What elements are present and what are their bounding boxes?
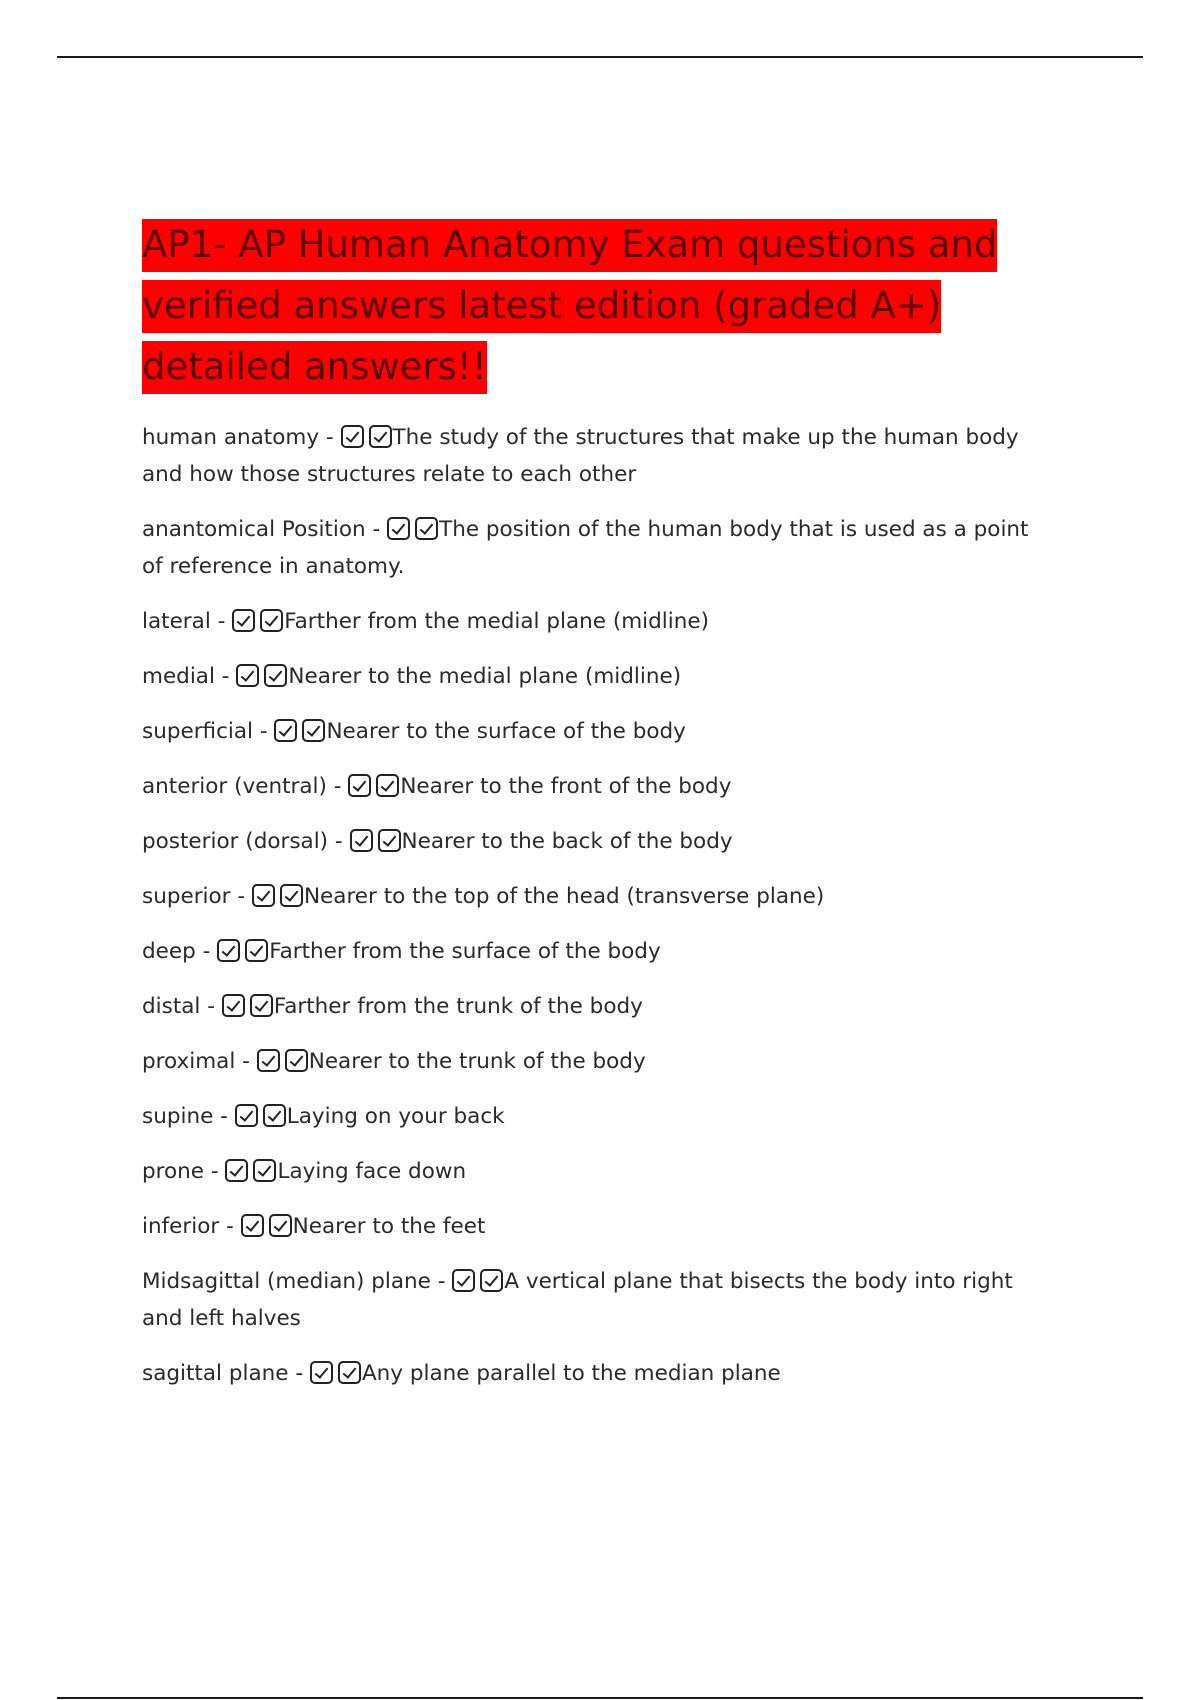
entry-term: posterior (dorsal) (142, 829, 329, 854)
checked-box-icon (369, 425, 392, 448)
entry-term: human anatomy (142, 425, 320, 450)
entry-separator: - (214, 664, 237, 689)
checked-box-icon (252, 884, 275, 907)
entry-definition: Laying face down (277, 1159, 467, 1184)
definition-entry (142, 1263, 1042, 1337)
checked-box-icon (480, 1269, 503, 1292)
checked-box-icon (236, 664, 259, 687)
entry-definition: Nearer to the front of the body (400, 774, 732, 799)
checked-box-icon (350, 829, 373, 852)
definition-entry (142, 988, 1042, 1025)
entry-separator: - (326, 774, 349, 799)
entry-term: deep (142, 939, 196, 964)
checked-box-icon (263, 1104, 286, 1127)
definition-entry (142, 1355, 1042, 1392)
checked-box-icon (302, 719, 325, 742)
entry-term: sagittal plane (142, 1361, 289, 1386)
entry-definition: Any plane parallel to the median plane (361, 1361, 781, 1386)
checked-box-icon (245, 939, 268, 962)
checked-box-icon (348, 774, 371, 797)
entry-definition: Nearer to the back of the body (401, 829, 733, 854)
entry-term: anterior (ventral) (142, 774, 327, 799)
definition-entry (142, 1043, 1042, 1080)
entry-definition: A vertical plane that bisects the body into right and left halves (142, 1269, 1013, 1331)
entry-separator: - (319, 425, 341, 450)
entry-definition: Nearer to the feet (292, 1214, 486, 1239)
checked-box-icon (338, 1361, 361, 1384)
definition-list (142, 419, 1042, 1392)
definition-entry (142, 1153, 1042, 1190)
checked-box-icon (415, 517, 438, 540)
checked-box-icon (341, 425, 364, 448)
entry-definition: Nearer to the surface of the body (326, 719, 686, 744)
entry-separator: - (235, 1049, 257, 1074)
entry-definition: Nearer to the medial plane (midline) (288, 664, 682, 689)
definition-entry (142, 658, 1042, 695)
checked-box-icon (310, 1361, 333, 1384)
entry-term: superficial (142, 719, 254, 744)
definition-entry (142, 933, 1042, 970)
checked-box-icon (217, 939, 240, 962)
checked-box-icon (260, 609, 283, 632)
title-highlight: AP1- AP Human Anatomy Exam questions and verified answers latest edition (graded A+) detailed answers!! (142, 219, 997, 394)
entry-term: inferior (142, 1214, 220, 1239)
definition-entry (142, 603, 1042, 640)
checked-box-icon (222, 994, 245, 1017)
definition-entry (142, 511, 1042, 585)
checked-box-icon (264, 664, 287, 687)
entry-separator: - (328, 829, 350, 854)
entry-term: distal (142, 994, 201, 1019)
entry-separator: - (253, 719, 275, 744)
definition-entry (142, 419, 1042, 493)
checked-box-icon (376, 774, 399, 797)
entry-separator: - (210, 609, 233, 634)
entry-term: anantomical Position (142, 517, 366, 542)
definition-entry (142, 1098, 1042, 1135)
entry-term: supine (142, 1104, 214, 1129)
definition-entry (142, 878, 1042, 915)
entry-term: superior (142, 884, 231, 909)
checked-box-icon (235, 1104, 258, 1127)
entry-term: proximal (142, 1049, 236, 1074)
checked-box-icon (232, 609, 255, 632)
entry-definition: Nearer to the trunk of the body (308, 1049, 646, 1074)
entry-definition: Nearer to the top of the head (transverse plane) (303, 884, 825, 909)
footer-rule (57, 1697, 1143, 1699)
checked-box-icon (253, 1159, 276, 1182)
entry-definition: Laying on your back (286, 1104, 505, 1129)
checked-box-icon (257, 1049, 280, 1072)
definition-entry (142, 823, 1042, 860)
entry-separator: - (288, 1361, 310, 1386)
entry-term: lateral (142, 609, 211, 634)
checked-box-icon (274, 719, 297, 742)
entry-definition: Farther from the surface of the body (269, 939, 661, 964)
checked-box-icon (250, 994, 273, 1017)
entry-definition: The position of the human body that is used as a point of reference in anatomy. (142, 517, 1029, 579)
definition-entry (142, 713, 1042, 750)
entry-separator: - (365, 517, 388, 542)
definition-entry (142, 768, 1042, 805)
document-title (142, 214, 1042, 397)
entry-separator: - (430, 1269, 453, 1294)
entry-separator: - (200, 994, 222, 1019)
entry-separator: - (213, 1104, 235, 1129)
definition-entry (142, 1208, 1042, 1245)
checked-box-icon (387, 517, 410, 540)
entry-separator: - (195, 939, 218, 964)
entry-definition: Farther from the medial plane (midline) (284, 609, 709, 634)
header-rule (57, 56, 1143, 58)
checked-box-icon (378, 829, 401, 852)
checked-box-icon (452, 1269, 475, 1292)
checked-box-icon (280, 884, 303, 907)
entry-separator: - (204, 1159, 226, 1184)
entry-term: prone (142, 1159, 205, 1184)
checked-box-icon (225, 1159, 248, 1182)
entry-definition: The study of the structures that make up the human body and how those structures relate to each other (142, 425, 1019, 487)
document-body (142, 214, 1042, 1410)
checked-box-icon (241, 1214, 264, 1237)
entry-separator: - (230, 884, 252, 909)
checked-box-icon (269, 1214, 292, 1237)
entry-definition: Farther from the trunk of the body (273, 994, 643, 1019)
entry-term: medial (142, 664, 215, 689)
checked-box-icon (285, 1049, 308, 1072)
entry-term: Midsagittal (median) plane (142, 1269, 431, 1294)
entry-separator: - (219, 1214, 241, 1239)
